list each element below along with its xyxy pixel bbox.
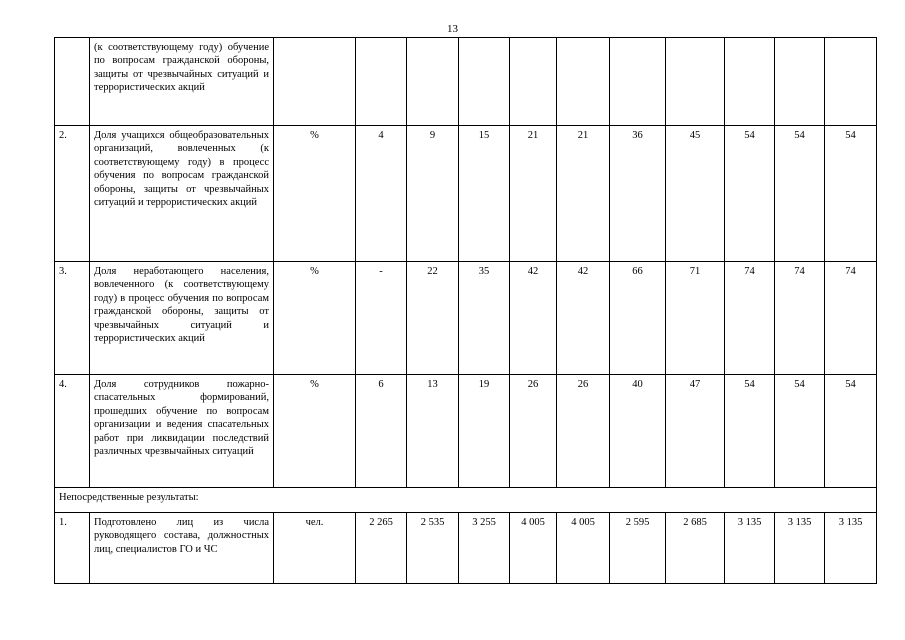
value-cell: 54 [775,126,825,262]
value-cell: 19 [459,375,510,488]
value-cell [510,38,557,126]
value-cell: 4 [356,126,407,262]
row-number: 1. [55,513,90,584]
value-cell: 26 [557,375,610,488]
value-cell: 54 [825,375,877,488]
value-cell [825,38,877,126]
unit-cell [274,38,356,126]
value-cell: 54 [725,375,775,488]
value-cell: 6 [356,375,407,488]
value-cell [356,38,407,126]
value-cell: 2 685 [666,513,725,584]
value-cell: 2 535 [407,513,459,584]
row-number: 3. [55,262,90,375]
value-cell: 22 [407,262,459,375]
value-cell: 13 [407,375,459,488]
value-cell: 54 [825,126,877,262]
indicator-name: Доля сотрудников пожарно-спасательных формирований, прошедших обучение по вопросам организации и ведения спасательных работ при ликвидации последствий различных чрезвычайных ситуаций [90,375,274,488]
value-cell [775,38,825,126]
table-row [55,375,877,488]
unit-cell: % [274,262,356,375]
table-row [55,126,877,262]
value-cell: 54 [725,126,775,262]
value-cell: 35 [459,262,510,375]
section-title: Непосредственные результаты: [55,488,877,513]
value-cell: 40 [610,375,666,488]
value-cell: 15 [459,126,510,262]
value-cell: 9 [407,126,459,262]
value-cell [610,38,666,126]
value-cell: 4 005 [557,513,610,584]
value-cell [725,38,775,126]
value-cell: - [356,262,407,375]
value-cell: 3 255 [459,513,510,584]
section-header-row [55,488,877,513]
value-cell: 71 [666,262,725,375]
value-cell: 4 005 [510,513,557,584]
value-cell: 2 265 [356,513,407,584]
indicator-name: Подготовлено лиц из числа руководящего состава, должностных лиц, специалистов ГО и ЧС [90,513,274,584]
value-cell: 42 [510,262,557,375]
value-cell [666,38,725,126]
value-cell: 42 [557,262,610,375]
row-number [55,38,90,126]
value-cell: 66 [610,262,666,375]
table-row [55,262,877,375]
value-cell: 74 [725,262,775,375]
value-cell [459,38,510,126]
indicator-name: Доля неработающего населения, вовлеченного (к соответствующему году) в процесс обучения по вопросам гражданской обороны, защиты от чрезвычайных ситуаций и террористических акций [90,262,274,375]
indicator-name: Доля учащихся общеобразовательных организаций, вовлеченных (к соответствующему году) в процесс обучения по вопросам гражданской обороны, защиты от чрезвычайных ситуаций и террористических акций [90,126,274,262]
row-number: 4. [55,375,90,488]
indicator-name: (к соответствующему году) обучение по вопросам гражданской обороны, защиты от чрезвычайных ситуаций и террористических акций [90,38,274,126]
value-cell: 21 [510,126,557,262]
page-number: 13 [447,23,458,35]
value-cell: 2 595 [610,513,666,584]
table-row [55,513,877,584]
value-cell: 74 [775,262,825,375]
value-cell [557,38,610,126]
row-number: 2. [55,126,90,262]
value-cell: 47 [666,375,725,488]
value-cell: 3 135 [775,513,825,584]
value-cell: 54 [775,375,825,488]
unit-cell: % [274,126,356,262]
value-cell: 3 135 [725,513,775,584]
value-cell: 3 135 [825,513,877,584]
table-row-continuation [55,38,877,126]
value-cell [407,38,459,126]
value-cell: 36 [610,126,666,262]
unit-cell: чел. [274,513,356,584]
value-cell: 45 [666,126,725,262]
unit-cell: % [274,375,356,488]
indicators-table [54,37,877,584]
value-cell: 74 [825,262,877,375]
value-cell: 21 [557,126,610,262]
value-cell: 26 [510,375,557,488]
